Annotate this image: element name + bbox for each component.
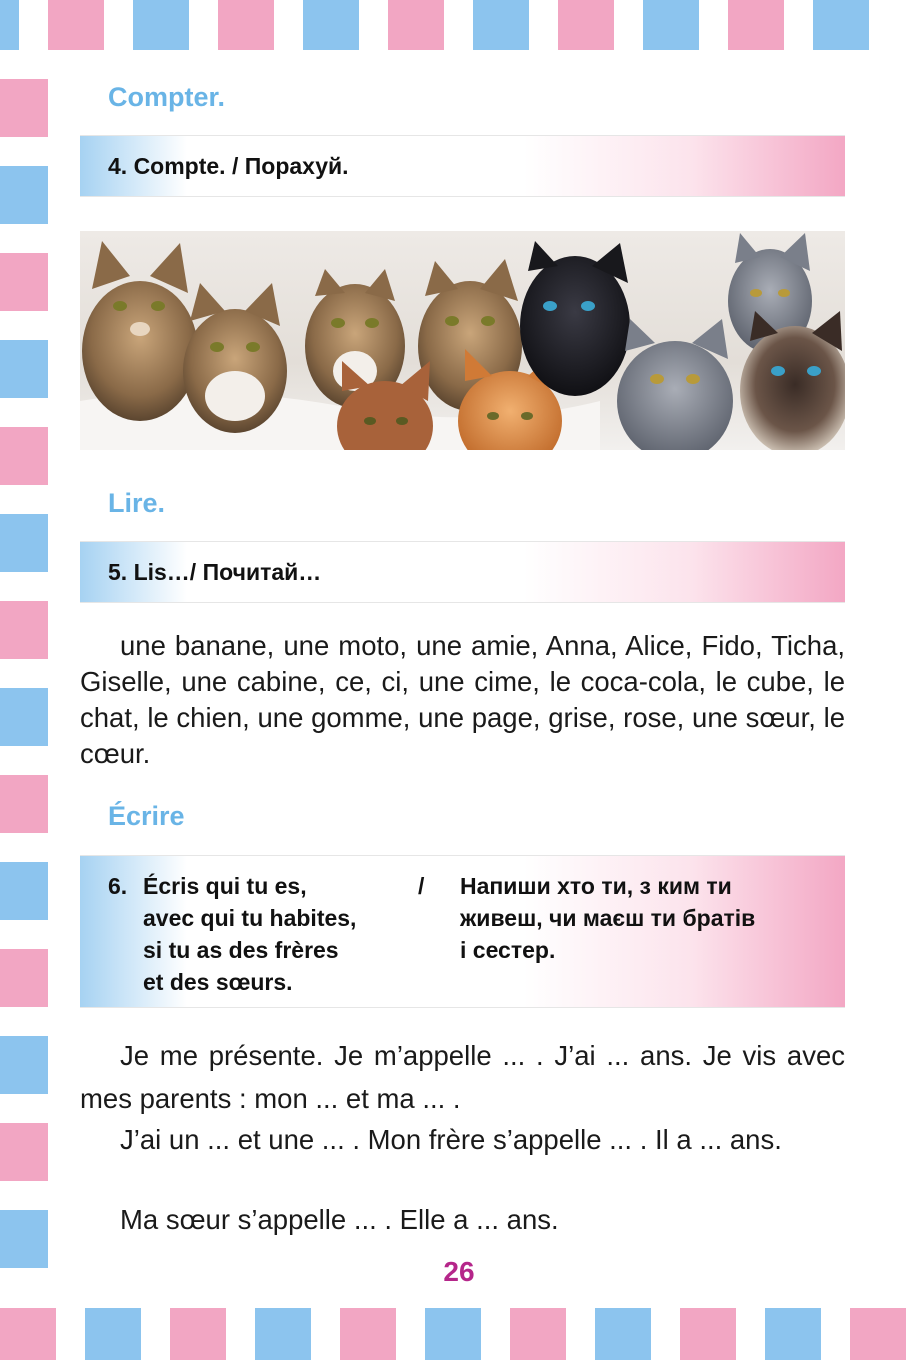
task-6-number: 6.	[108, 873, 128, 899]
task-6-ukrainian-line: живеш, чи маєш ти братів	[460, 905, 756, 931]
task-4-label: 4. Compte. / Порахуй.	[108, 152, 349, 179]
section-title-reading: Lire.	[108, 488, 166, 518]
border-square	[0, 340, 48, 398]
border-square	[0, 166, 48, 224]
border-square	[255, 1308, 311, 1360]
border-square	[510, 1308, 566, 1360]
border-square	[85, 1308, 141, 1360]
task-6-separator: /	[418, 873, 425, 899]
section-title-writing: Écrire	[108, 801, 185, 831]
border-square	[813, 0, 869, 50]
border-square	[0, 601, 48, 659]
border-square	[0, 427, 48, 485]
task-5-bar	[80, 541, 845, 603]
border-square	[48, 0, 104, 50]
kittens-photo	[80, 231, 845, 450]
task-6-french-line: avec qui tu habites,	[143, 905, 357, 931]
reading-word-list: une banane, une moto, une amie, Anna, Alice, Fido, Ticha, Giselle, une cabine, ce, ci, une cime, le coca-cola, le cube, le chat, le chien, une gomme, une page, grise, rose, une sœur, le cœur.	[80, 630, 845, 769]
border-square	[728, 0, 784, 50]
border-square	[340, 1308, 396, 1360]
border-square	[0, 1036, 48, 1094]
task-6-french-instruction	[143, 870, 356, 998]
section-title-counting: Compter.	[108, 82, 226, 112]
task-6-french-line: si tu as des frères	[143, 937, 339, 963]
writing-paragraph-2: J’ai un ... et une ... . Mon frère s’appelle ... . Il a ... ans.	[120, 1124, 782, 1155]
border-square	[765, 1308, 821, 1360]
border-square	[0, 1308, 56, 1360]
task-6-ukrainian-line: і сестер.	[460, 937, 556, 963]
border-square	[473, 0, 529, 50]
border-square	[303, 0, 359, 50]
border-square	[0, 775, 48, 833]
page-number: 26	[443, 1256, 475, 1287]
task-5-label: 5. Lis…/ Почитай…	[108, 558, 322, 585]
border-square	[170, 1308, 226, 1360]
border-square	[643, 0, 699, 50]
border-square	[0, 1123, 48, 1181]
border-square	[0, 514, 48, 572]
border-square	[0, 862, 48, 920]
writing-paragraph-3: Ma sœur s’appelle ... . Elle a ... ans.	[120, 1204, 559, 1235]
border-square	[0, 253, 48, 311]
border-square	[595, 1308, 651, 1360]
task-6-french-line: Écris qui tu es,	[143, 873, 307, 899]
border-square	[558, 0, 614, 50]
task-6-ukrainian-line: Напиши хто ти, з ким ти	[460, 873, 732, 899]
border-square	[0, 688, 48, 746]
border-square	[0, 949, 48, 1007]
writing-paragraph-1: Je me présente. Je m’appelle ... . J’ai ... ans. Je vis avec mes parents : mon ... et ma ... .	[80, 1040, 845, 1114]
border-square	[425, 1308, 481, 1360]
task-6-ukrainian-instruction	[460, 870, 755, 966]
task-4-bar	[80, 135, 845, 197]
border-square	[680, 1308, 736, 1360]
border-square	[218, 0, 274, 50]
border-square	[850, 1308, 906, 1360]
border-square	[0, 0, 19, 50]
task-6-french-line: et des sœurs.	[143, 969, 293, 995]
border-square	[133, 0, 189, 50]
border-square	[0, 79, 48, 137]
border-square	[388, 0, 444, 50]
task-6-bar	[80, 855, 845, 1008]
